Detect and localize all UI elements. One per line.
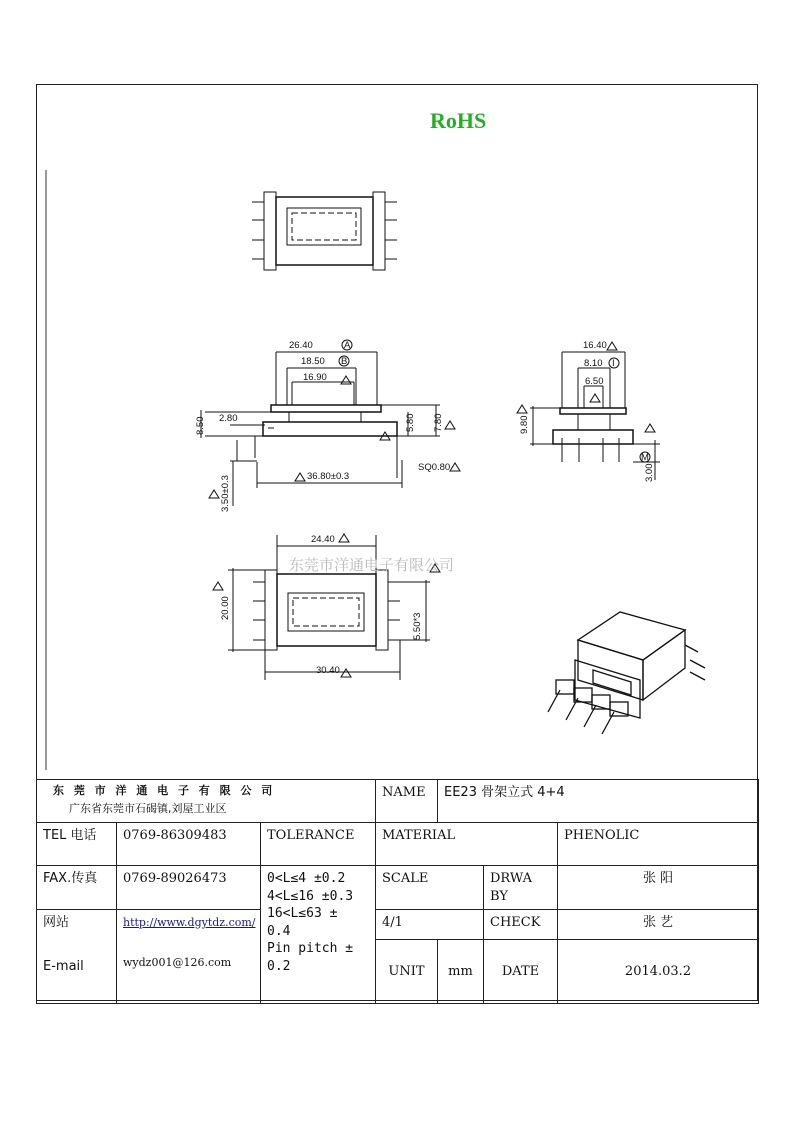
dim-span: 36.80±0.3 — [307, 471, 350, 482]
scale-label: SCALE — [376, 866, 484, 910]
tol-line: 4<L≤16 ±0.3 — [267, 888, 354, 904]
dim-side-w3: 6.50 — [585, 376, 604, 387]
company-cell — [37, 780, 376, 823]
material-value: PHENOLIC — [558, 823, 759, 866]
tol-line: 0<L≤4 ±0.2 — [267, 871, 346, 886]
circle-a: A — [344, 340, 351, 351]
dim-bot-total: 30.40 — [316, 665, 340, 676]
triangle-icon — [450, 463, 460, 471]
dim-pin-len: 3.50±0.3 — [220, 475, 231, 512]
drawn-label: DRWA BY — [484, 866, 558, 910]
title-block — [36, 779, 759, 1004]
tol-line: Pin pitch ± — [267, 941, 354, 957]
dim-left-off: 2.80 — [219, 413, 238, 424]
tel-value: 0769-86309483 — [117, 823, 261, 866]
company-name: 东 莞 市 洋 通 电 子 有 限 公 司 — [53, 784, 276, 797]
check-value: 张 艺 — [558, 910, 759, 940]
dim-side-w1: 16.40 — [583, 340, 607, 351]
triangle-icon — [339, 534, 349, 542]
drawn-value: 张 阳 — [558, 866, 759, 910]
tel-label: TEL 电话 — [37, 823, 117, 866]
dim-left-h: 8.50 — [195, 416, 206, 435]
check-label: CHECK — [484, 910, 558, 940]
dim-sq: SQ0.80 — [418, 462, 451, 473]
dim-top-a: 26.40 — [289, 340, 313, 351]
rohs-label: RoHS — [430, 108, 487, 133]
date-label: DATE — [484, 940, 558, 1004]
triangle-icon — [517, 405, 527, 413]
web-label: 网站 — [43, 915, 70, 931]
tol-line: 0.2 — [267, 958, 291, 974]
triangle-icon — [209, 490, 219, 498]
dim-side-pin: 3.00 — [644, 463, 655, 482]
dim-side-h: 9.80 — [519, 415, 530, 434]
isometric-view — [548, 612, 705, 734]
company-address: 广东省东莞市石碣镇,刘屋工业区 — [69, 801, 227, 815]
tolerance-label: TOLERANCE — [261, 823, 376, 866]
fax-label: FAX.传真 — [37, 866, 117, 910]
dim-bot-pitch: 5.50*3 — [412, 612, 423, 640]
name-value: EE23 骨架立式 4+4 — [438, 780, 759, 823]
unit-value: mm — [438, 940, 484, 1004]
circle-m: M — [641, 452, 649, 463]
web-email-labels — [37, 910, 117, 1004]
dim-mid-h2: 7.80 — [433, 413, 444, 432]
triangle-icon — [341, 376, 351, 384]
email-label: E-mail — [43, 958, 84, 974]
name-label: NAME — [376, 780, 438, 823]
watermark: 东莞市洋通电子有限公司 — [289, 556, 455, 574]
triangle-icon — [213, 582, 223, 590]
top-view — [252, 192, 397, 270]
date-value: 2014.03.2 — [558, 940, 759, 1004]
email-value: wydz001@126.com — [123, 955, 232, 969]
circle-b: B — [341, 356, 348, 367]
dim-bot-w: 24.40 — [311, 534, 335, 545]
material-label: MATERIAL — [376, 823, 558, 866]
fax-value: 0769-89026473 — [117, 866, 261, 910]
triangle-icon — [295, 473, 305, 481]
tol-line: 16<L≤63 ± — [267, 906, 338, 922]
dim-bot-h: 20.00 — [220, 596, 231, 620]
dim-side-w2: 8.10 — [584, 358, 603, 369]
unit-label: UNIT — [376, 940, 438, 1004]
dim-top-c: 16.90 — [303, 372, 327, 383]
triangle-icon — [590, 394, 600, 402]
triangle-icon — [341, 669, 351, 677]
website-link[interactable]: http://www.dgytdz.com/ — [123, 916, 256, 930]
tolerance-values — [261, 866, 376, 1004]
triangle-icon — [445, 421, 455, 429]
triangle-icon — [645, 424, 655, 432]
scale-value: 4/1 — [376, 910, 484, 940]
dim-top-b: 18.50 — [301, 356, 325, 367]
web-email-values — [117, 910, 261, 1004]
dim-mid-h1: 5.80 — [405, 413, 416, 432]
circle-i: I — [612, 358, 615, 369]
triangle-icon — [607, 342, 617, 350]
tol-line: 0.4 — [267, 923, 291, 939]
